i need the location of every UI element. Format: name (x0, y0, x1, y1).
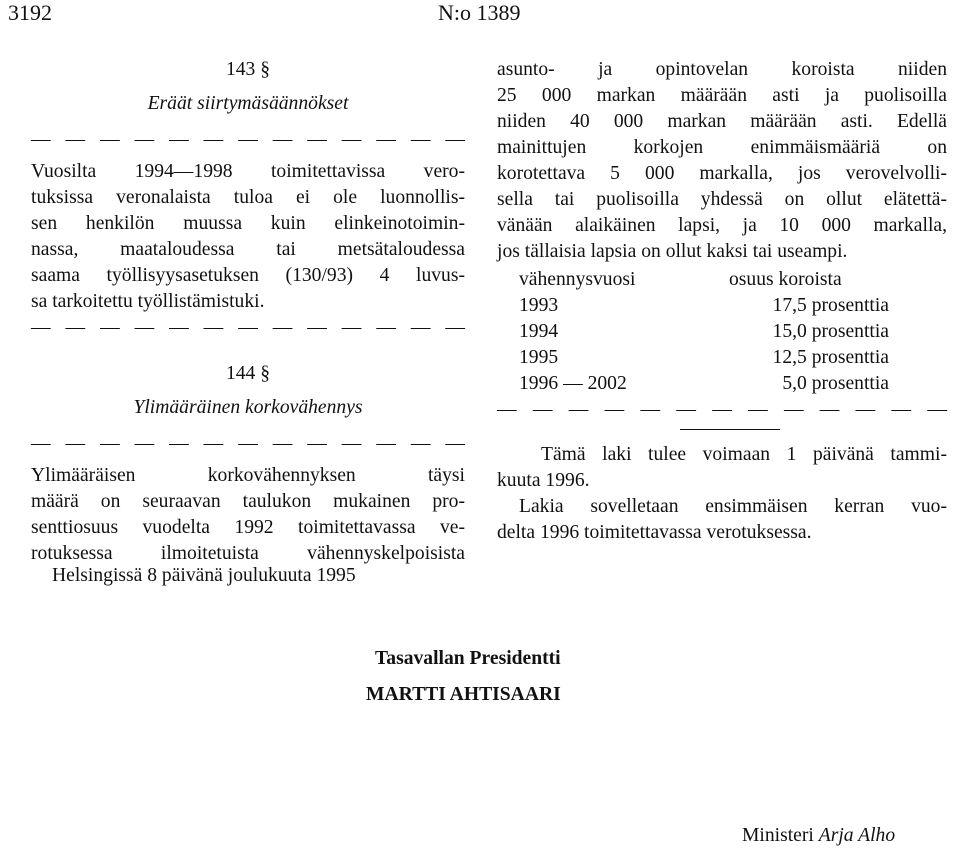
section-144-heading: Ylimääräinen korkovähennys (133, 397, 363, 418)
omission-dashes: — — — — — — — — — — — — — (31, 317, 465, 338)
president-name: MARTTI AHTISAARI (366, 684, 561, 705)
table-cell-year: 1993 (519, 295, 559, 316)
omission-dashes: — — — — — — — — — — — — — (497, 399, 947, 420)
right-column (497, 57, 947, 546)
paragraph-line: Tämä laki tulee voimaan 1 päivänä tammi- (541, 444, 947, 465)
paragraph-line: sen henkilön muussa kuin elinkeinotoimin- (31, 213, 465, 234)
minister-signature (742, 825, 895, 847)
table-row (497, 371, 947, 397)
table-cell-year: 1995 (519, 347, 559, 368)
paragraph-line: kuuta 1996. (497, 470, 590, 491)
table-cell-share: 5,0 prosenttia (782, 373, 889, 394)
paragraph-line: delta 1996 toimitettavassa verotuksessa. (497, 522, 812, 543)
omission-dashes: — — — — — — — — — — — — — (31, 129, 465, 150)
table-row (497, 319, 947, 345)
paragraph-line: saama työllisyysasetuksen (130/93) 4 luvus- (31, 265, 465, 286)
paragraph-line: 25 000 markan määrään asti ja puolisoilla (497, 85, 947, 106)
table-header-share: osuus koroista (729, 269, 842, 290)
paragraph-line: rotuksessa ilmoitetuista vähennyskelpoisista (31, 543, 465, 564)
table-cell-share: 12,5 prosenttia (772, 347, 889, 368)
minister-title: Ministeri (742, 825, 814, 846)
page-number: 3192 (8, 0, 52, 25)
section-143-heading: Eräät siirtymäsäännökset (147, 93, 349, 114)
paragraph-line: Ylimääräisen korkovähennyksen täysi (31, 465, 465, 486)
table-cell-year: 1996 — 2002 (519, 373, 627, 394)
place-and-date: Helsingissä 8 päivänä joulukuuta 1995 (52, 565, 356, 586)
paragraph-line: mainittujen korkojen enimmäismääriä on (497, 137, 947, 158)
paragraph-line: määrä on seuraavan taulukon mukainen pro- (31, 491, 465, 512)
left-column (31, 57, 465, 567)
table-cell-share: 15,0 prosenttia (772, 321, 889, 342)
table-row (497, 345, 947, 371)
table-row (497, 293, 947, 319)
table-header-row (497, 267, 947, 293)
paragraph-line: jos tällaisia lapsia on ollut kaksi tai useampi. (497, 241, 848, 262)
section-143-paragraph (31, 159, 465, 315)
president-title: Tasavallan Presidentti (375, 648, 561, 669)
section-144-paragraph (31, 463, 465, 567)
end-rule (680, 429, 780, 430)
table-cell-year: 1994 (519, 321, 559, 342)
continued-paragraph (497, 57, 947, 265)
entry-into-force-paragraph (497, 442, 947, 494)
minister-name: Arja Alho (818, 825, 896, 846)
paragraph-line: korotettava 5 000 markalla, jos verovelvolli- (497, 163, 947, 184)
paragraph-line: Vuosilta 1994—1998 toimitettavissa vero- (31, 161, 465, 182)
paragraph-line: niiden 40 000 markan määrään asti. Edellä (497, 111, 947, 132)
paragraph-line: Lakia sovelletaan ensimmäisen kerran vuo- (519, 496, 947, 517)
application-paragraph (497, 494, 947, 546)
deduction-table (497, 267, 947, 397)
section-143-title: 143 § (225, 59, 271, 80)
paragraph-line: vänään alaikäinen lapsi, ja 10 000 markalla, (497, 215, 947, 236)
paragraph-line: asunto- ja opintovelan koroista niiden (497, 59, 947, 80)
omission-dashes: — — — — — — — — — — — — — (31, 433, 465, 454)
table-cell-share: 17,5 prosenttia (772, 295, 889, 316)
paragraph-line: sa tarkoitettu työllistämistuki. (31, 291, 265, 312)
paragraph-line: sella tai puolisoilla yhdessä on ollut elätettä- (497, 189, 947, 210)
paragraph-line: nassa, maataloudessa tai metsätaloudessa (31, 239, 465, 260)
paragraph-line: senttiosuus vuodelta 1992 toimitettavassa ve- (31, 517, 465, 538)
paragraph-line: tuksissa veronalaista tuloa ei ole luonnollis- (31, 187, 465, 208)
document-number: N:o 1389 (438, 0, 521, 25)
section-144-title: 144 § (225, 363, 271, 384)
table-header-year: vähennysvuosi (519, 269, 636, 290)
